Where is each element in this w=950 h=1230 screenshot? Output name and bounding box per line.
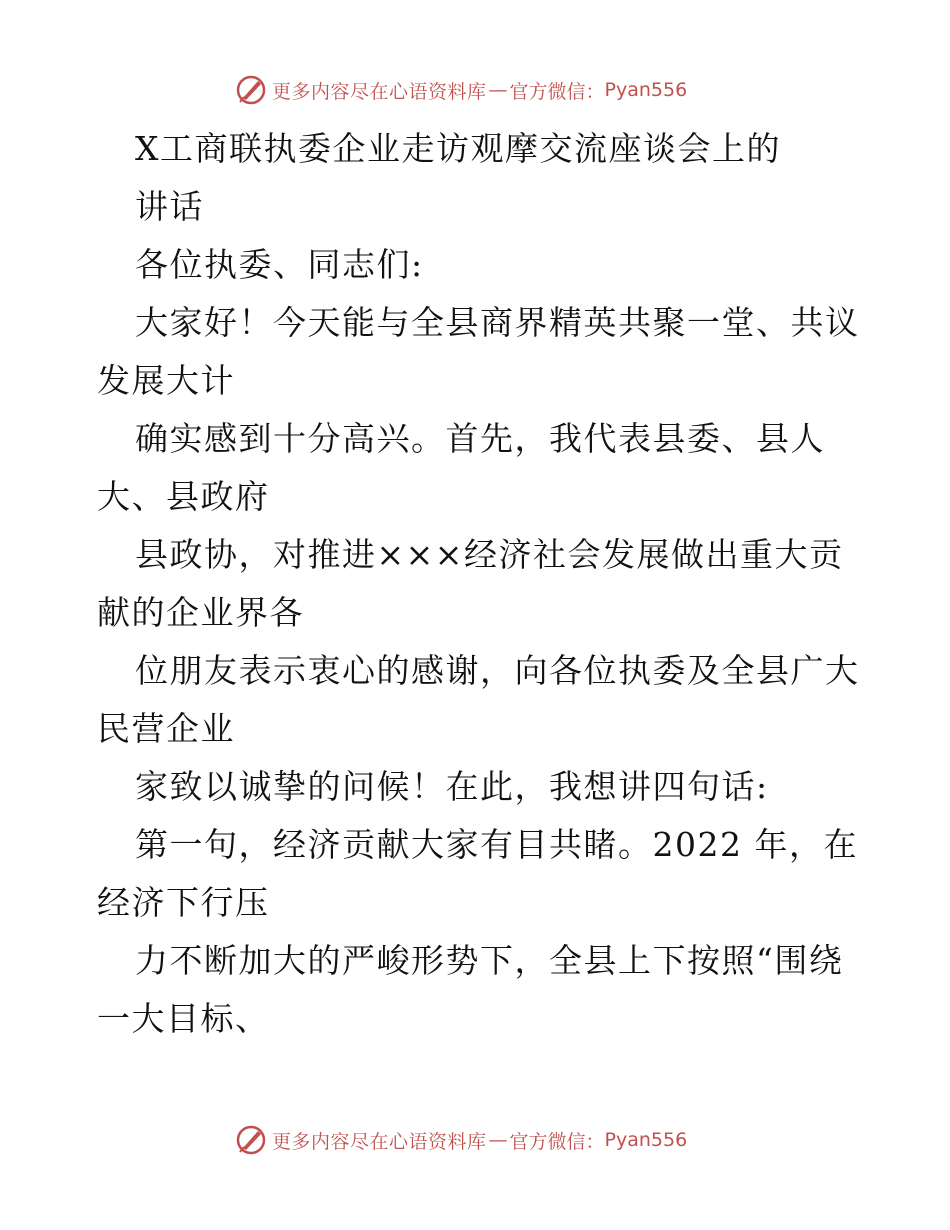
watermark-wechat-id: Pyan556 — [604, 1129, 688, 1151]
document-body — [97, 120, 860, 1048]
text-line: X工商联执委企业走访观摩交流座谈会上的 — [135, 129, 781, 168]
text-line: 民营企业 — [97, 709, 235, 748]
text-line: 各位执委、同志们: — [135, 245, 424, 284]
text-line: 位朋友表示衷心的感谢，向各位执委及全县广大 — [135, 651, 860, 690]
watermark-wechat-label: 官方微信： — [509, 1130, 605, 1153]
text-line: 一大目标、 — [97, 999, 270, 1038]
watermark-brand-text: 更多内容尽在心语资料库 — [272, 1130, 487, 1153]
text-line: 讲话 — [135, 187, 204, 226]
watermark-wechat-label: 官方微信： — [509, 80, 605, 103]
watermark-brand-text: 更多内容尽在心语资料库 — [272, 80, 487, 103]
text-line: 经济下行压 — [97, 883, 270, 922]
text-line: 大家好！今天能与全县商界精英共聚一堂、共议 — [135, 303, 860, 342]
text-line: 家致以诚挚的问候！在此，我想讲四句话: — [135, 767, 769, 806]
watermark-wechat-id: Pyan556 — [604, 79, 688, 101]
text-line: 确实感到十分高兴。首先，我代表县委、县人 — [135, 419, 825, 458]
text-line: 县政协，对推进×××经济社会发展做出重大贡 — [135, 535, 844, 574]
text-line: 发展大计 — [97, 361, 235, 400]
quill-logo-icon — [234, 73, 268, 107]
text-line: 力不断加大的严峻形势下，全县上下按照“围绕 — [135, 941, 844, 980]
watermark-dash: — — [488, 79, 508, 101]
text-line: 大、县政府 — [97, 477, 270, 516]
footer-watermark — [234, 1123, 687, 1157]
watermark-dash: — — [488, 1129, 508, 1151]
header-watermark — [234, 73, 687, 107]
text-line: 献的企业界各 — [97, 593, 304, 632]
quill-logo-icon — [234, 1123, 268, 1157]
text-line: 第一句，经济贡献大家有目共睹。2022 年，在 — [135, 825, 858, 864]
